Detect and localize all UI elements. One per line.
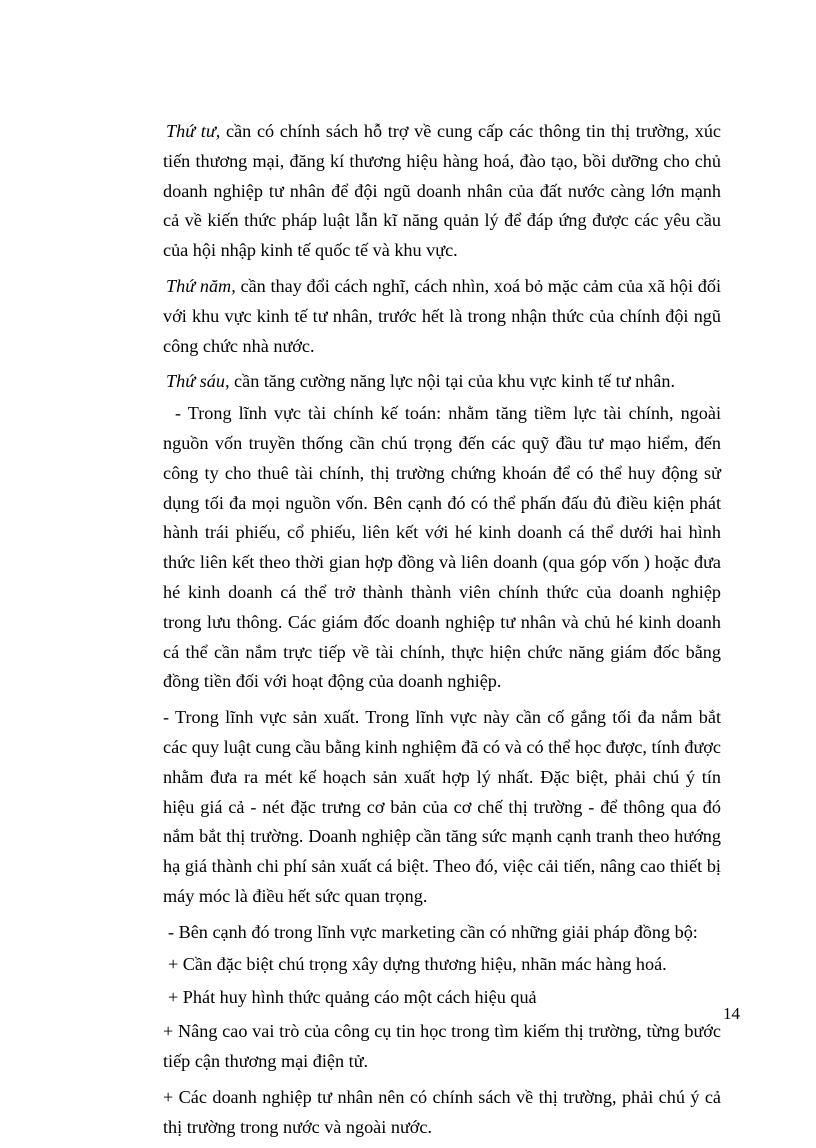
list-item-thuong-hieu: + Cần đặc biệt chú trọng xây dựng thương hiệu, nhãn mác hàng hoá.	[168, 953, 667, 974]
list-item-tin-hoc: + Nâng cao vai trò của công cụ tin học trong tìm kiếm thị trường, từng bước tiếp cận thương mại điện tử.	[163, 1021, 721, 1071]
paragraph-text: cần có chính sách hỗ trợ về cung cấp các thông tin thị trường, xúc tiến thương mại, đăng kí thương hiệu hàng hoá, đào tạo, bồi dưỡng cho chủ doanh nghiệp tư nhân để đội ngũ doanh nhân của đất nước càng lớn mạnh cả về kiến thức pháp luật lẫn kĩ năng quản lý để đáp ứng được các yêu cầu của hội nhập kinh tế quốc tế và khu vực.	[163, 121, 721, 261]
paragraph-tai-chinh: - Trong lĩnh vực tài chính kế toán: nhằm tăng tiềm lực tài chính, ngoài nguồn vốn truyền thống cần chú trọng đến các quỹ đầu tư mạo hiểm, đến công ty cho thuê tài chính, thị trường chứng khoán để có thể huy động sử dụng tối đa mọi nguồn vốn. Bên cạnh đó có thể phấn đấu đủ điều kiện phát hành trái phiếu, cổ phiếu, liên kết với hé kinh doanh cá thể dưới hai hình thức liên kết theo thời gian hợp đồng và liên doanh (qua góp vốn ) hoặc đưa hé kinh doanh cá thể trở thành thành viên chính thức của doanh nghiệp trong lưu thông. Các giám đốc doanh nghiệp tư nhân và chủ hé kinh doanh cá thể cần nắm trực tiếp về tài chính, thực hiện chức năng giám đốc bằng đồng tiền đối với hoạt động của doanh nghiệp.	[163, 403, 721, 692]
paragraph-marketing: - Bên cạnh đó trong lĩnh vực marketing cần có những giải pháp đồng bộ:	[168, 921, 698, 942]
paragraph-lead: Thứ tư,	[166, 121, 221, 141]
paragraph-text: cần tăng cường năng lực nội tại của khu vực kinh tế tư nhân.	[229, 371, 676, 392]
paragraph-thu-sau	[163, 367, 721, 397]
list-item-thi-truong: + Các doanh nghiệp tư nhân nên có chính sách về thị trường, phải chú ý cả thị trường trong nước và ngoài nước.	[163, 1086, 721, 1137]
paragraph-thu-tu	[163, 117, 721, 266]
paragraph-san-xuat: - Trong lĩnh vực sản xuất. Trong lĩnh vực này cần cố gắng tối đa nắm bắt các quy luật cung cầu bằng kinh nghiệm đã có và có thể học được, tính được nhằm đưa ra mét kế hoạch sản xuất hợp lý nhất. Đặc biệt, phải chú ý tín hiệu giá cả - nét đặc trưng cơ bản của cơ chế thị trường - để thông qua đó nắm bắt thị trường. Doanh nghiệp cần tăng sức mạnh cạnh tranh theo hướng hạ giá thành chi phí sản xuất cá biệt. Theo đó, việc cải tiến, nâng cao thiết bị máy móc là điều hết sức quan trọng.	[163, 707, 721, 906]
list-item-quang-cao: + Phát huy hình thức quảng cáo một cách hiệu quả	[168, 987, 537, 1008]
page-number: 14	[723, 1004, 740, 1023]
paragraph-lead: Thứ năm,	[166, 275, 236, 296]
paragraph-text: cần thay đổi cách nghĩ, cách nhìn, xoá bỏ mặc cảm của xã hội đối với khu vực kinh tế tư nhân, trước hết là trong nhận thức của chính đội ngũ công chức nhà nước.	[163, 275, 721, 356]
paragraph-lead: Thứ sáu,	[166, 371, 230, 392]
body-text	[163, 117, 721, 1148]
paragraph-thu-nam	[163, 272, 721, 361]
